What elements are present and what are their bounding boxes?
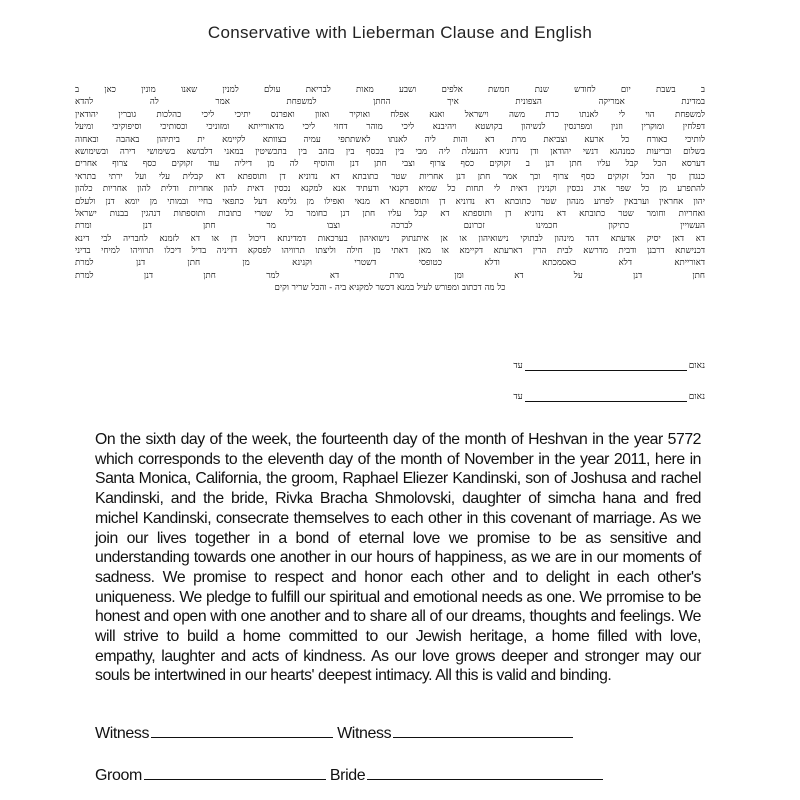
hebrew-witness-line xyxy=(465,360,705,376)
hebrew-closing-line: כל מה דכתוב ומפורש לעיל במנא דכשר למקניא ביה - והכל שריר וקים xyxy=(274,283,506,294)
hebrew-line: למשפחת הוי לי לאנתו כדת משה וישראל ואנא אפלח ואוקיר ואזון ואפרנס יתיכי ליכי כהלכות גוברין יהודאין xyxy=(75,109,705,120)
hebrew-line: העשויין כתיקון חכמינו זכרונם לברכה וצבו מר חתן דנן ומרת xyxy=(75,221,705,232)
hebrew-line: דא דאן יסיק אדעתא דהד מינהון לבתוקי נישואיהון או אן איתנתוק נישואיהון בערכאות דמדינתא דיכול דן או דא לזמנא לחבריה לבי דינא xyxy=(75,233,705,244)
witness-2-signature-line[interactable] xyxy=(393,722,573,738)
hebrew-witness-suffix: עד xyxy=(513,361,523,371)
hebrew-line: לותיכי כאורח כל ארעא וצביאת מרת דא והות ליה לאנתו לאשתתפי עמיה בצוותא לקיימא ית ביתיהון באהבה ובאחוה xyxy=(75,134,705,145)
witness-1-label: Witness xyxy=(95,725,150,742)
hebrew-line: ב בשבת יום לחודש שנת חמשת אלפים ושבע מאות לבריאת עולם למנין שאנו מונין כאן ב xyxy=(75,85,705,95)
witness-2-label: Witness xyxy=(337,725,392,742)
hebrew-line: דפלחין ומוקרין וזנין ומפרנסין לנשיהון בקושטא ויהיבנא ליכי מוהר דחזי ליכי מדאורייתא ומזוניכי וכסותיכי וסיפוקיכי ומיעל xyxy=(75,122,705,133)
english-text: On the sixth day of the week, the fourteenth day of the month of Heshvan in the year 5772 which corresponds to the eleventh day of the month of November in the year 2011, here in Santa Monica, California, the groom, Raphael Eliezer Kandinski, son of Joshusa and rachel Kandinski, and the bride, Rivka Bracha Shmolovski, daughter of simcha hana and fred michel Kandinski, consecrate themselves to each other in this covenant of marriage. As we join our lives together in a bond of eternal love we promise to be as sensitive and understanding towards one another in our hours of happiness, as we are in our moments of sadness. We promise to respect and honor each other and to delight in each other's uniqueness. We pledge to fulfill our spiritual and emotional needs as one. We prromise to be honest and open with one another and to share all of our dreams, thoughts and feelings. We will strive to build a home committed to our Jewish heritage, a home filled with love, empathy, laughter and acts of kindness. As our love grows deeper and stronger may our souls be intertwined in our hearts' deepest intimacy. All this is valid and binding. xyxy=(95,431,701,685)
hebrew-line: דכנישתא דרבנן ודבית מדרשא לבית הדין דארעתא דקיימא או מאן דאתי מן חילה וליצתו תרוויהו לפסקא דדיניה בדיל דיכלו תרוויהו למיחי בדיני xyxy=(75,246,705,257)
hebrew-line: בשלום ובריעות כמנהגא דנשי יהודאן ודן נדוניא דהנעלת ליה מבי בין בכסף בין בזהב בין בתכשיטין במאני דלבושא בשימושי דירה ובשימושא xyxy=(75,146,705,157)
hebrew-line: במדינת אמריקה הצפונית איך החתן למשפחת אמר לה להדא xyxy=(75,97,705,108)
hebrew-line: ואחריות וחומר שטר כתובתא דא נדוניא דן ותוספתא דא קבל עליו חתן דנן כחומר כל שטרי כתובות ותוספתות דנהגין בבנות ישראל xyxy=(75,208,705,219)
groom-label: Groom xyxy=(95,767,142,784)
document-title: Conservative with Lieberman Clause and English xyxy=(207,23,593,42)
hebrew-line: חתן דנן על דא ומן מרת דא למר חתן דנן למרת xyxy=(75,270,705,281)
witness-1-signature-line[interactable] xyxy=(151,722,333,738)
groom-signature-line[interactable] xyxy=(144,764,326,780)
hebrew-witness-suffix: עד xyxy=(513,392,523,402)
hebrew-witness-signature-line[interactable] xyxy=(525,370,687,371)
hebrew-ketubah-text xyxy=(75,84,705,295)
hebrew-witness-label: נאום xyxy=(688,361,705,371)
hebrew-line: דערסא הכל קבל עליו חתן דנן ב זקוקים כסף צרוף וצבי חתן דנן והוסיף לה מן דיליה עוד זקוקים כסף צרוף אחרים xyxy=(75,159,705,170)
hebrew-line: להתפרע מן כל שפר ארג נכסין וקנינין דאית לי תחות כל שמיא דקנאי ודעתיד אנא למקנא נכסין דאית להון אחריות ודלית להון אחריות כלהון xyxy=(75,184,705,195)
hebrew-witness-signature-line[interactable] xyxy=(525,401,687,402)
bride-signature-line[interactable] xyxy=(367,764,603,780)
hebrew-witness-label: נאום xyxy=(688,392,705,402)
hebrew-witness-line xyxy=(465,391,705,407)
hebrew-witness-lines xyxy=(465,360,705,422)
hebrew-line: יהון אחראין וערבאין לפרוע מנהון שטר כתובתא דא נדוניא דן ותוספתא דא מנאי ואפילו מן גלימא דעל כתפאי בחיי ובמותי מן יומא דנן ולעלם xyxy=(75,196,705,207)
hebrew-line: כנגדן סך הכל זקוקים כסף צרוף וכך אמר חתן דנן אחריות שטר כתובתא דא נדוניא דן ותוספתא דא קבלית עלי ועל ירתי בתראי xyxy=(75,171,705,182)
witness-signature-row xyxy=(95,722,577,743)
hebrew-line: דאורייתא דלא כאסמכתא ודלא כטופסי דשטרי וקנינא מן חתן דנן למרת xyxy=(75,258,705,269)
bride-label: Bride xyxy=(329,767,366,784)
couple-signature-row xyxy=(95,764,607,785)
